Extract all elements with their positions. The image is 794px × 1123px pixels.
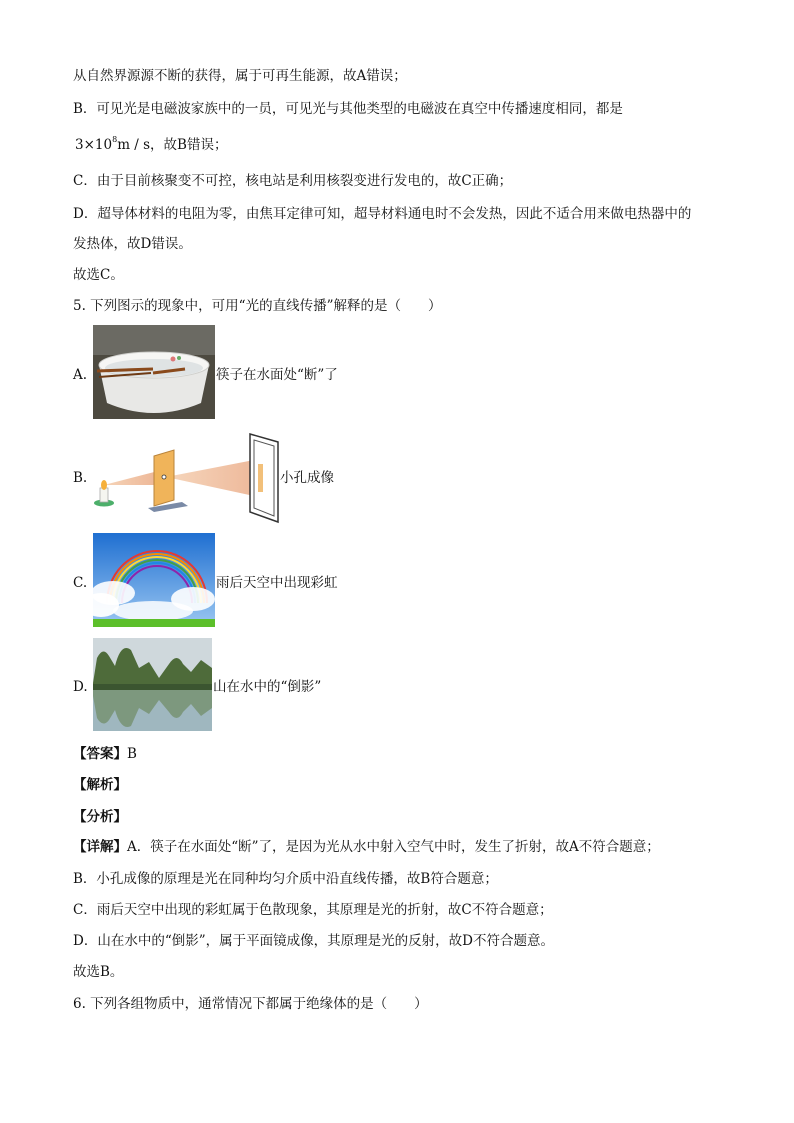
text-line: B．可见光是电磁波家族中的一员，可见光与其他类型的电磁波在真空中传播速度相同，都是 bbox=[73, 101, 623, 117]
question-5: 5. 下列图示的现象中，可用“光的直线传播”解释的是（ ） bbox=[73, 298, 442, 314]
option-b-label: B. bbox=[73, 470, 88, 486]
chopsticks-bowl-image bbox=[93, 325, 215, 419]
option-d-text: 山在水中的“倒影” bbox=[213, 679, 322, 695]
option-c-text: 雨后天空中出现彩虹 bbox=[216, 575, 338, 591]
detail-line-b: B．小孔成像的原理是光在同种均匀介质中沿直线传播，故B符合题意； bbox=[73, 871, 498, 887]
text-line: 发热体，故D错误。 bbox=[73, 236, 192, 252]
text-line-formula bbox=[75, 136, 227, 154]
text-line: C．由于目前核聚变不可控，核电站是利用核裂变进行发电的，故C正确； bbox=[73, 173, 513, 189]
option-d-label: D. bbox=[73, 679, 88, 695]
option-a-text: 筷子在水面处“断”了 bbox=[216, 367, 338, 383]
option-c-label: C. bbox=[73, 575, 88, 591]
option-b-text: 小孔成像 bbox=[280, 470, 334, 486]
formula-base: 3×10 bbox=[75, 137, 113, 153]
mountain-reflection-image bbox=[93, 638, 212, 731]
answer-line bbox=[73, 745, 137, 763]
pinhole-camera-image bbox=[92, 430, 282, 524]
detail-tag: 【详解】 bbox=[73, 839, 127, 855]
answer-tag: 【答案】 bbox=[73, 746, 127, 762]
fenxi-tag: 【分析】 bbox=[73, 809, 127, 825]
question-6: 6. 下列各组物质中，通常情况下都属于绝缘体的是（ ） bbox=[73, 996, 428, 1012]
detail-text-a: A．筷子在水面处“断”了，是因为光从水中射入空气中时，发生了折射，故A不符合题意； bbox=[127, 839, 660, 855]
rainbow-image bbox=[93, 533, 215, 627]
analysis-tag: 【解析】 bbox=[73, 777, 127, 793]
text-line: D．超导体材料的电阻为零，由焦耳定律可知，超导材料通电时不会发热，因此不适合用来做电热器中的 bbox=[73, 206, 692, 222]
text-line: 从自然界源源不断的获得，属于可再生能源，故A错误； bbox=[73, 68, 407, 84]
text-line: 故选C。 bbox=[73, 267, 124, 283]
conclusion-line: 故选B。 bbox=[73, 964, 124, 980]
answer-value: B bbox=[127, 746, 137, 762]
detail-line-d: D．山在水中的“倒影”，属于平面镜成像，其原理是光的反射，故D不符合题意。 bbox=[73, 933, 554, 949]
detail-line-c: C．雨后天空中出现的彩虹属于色散现象，其原理是光的折射，故C不符合题意； bbox=[73, 902, 553, 918]
formula-rest: m / s，故B错误； bbox=[117, 137, 228, 153]
option-a-label: A. bbox=[73, 367, 88, 383]
formula-exponent: 8 bbox=[112, 135, 118, 144]
detail-line-a bbox=[73, 838, 660, 856]
